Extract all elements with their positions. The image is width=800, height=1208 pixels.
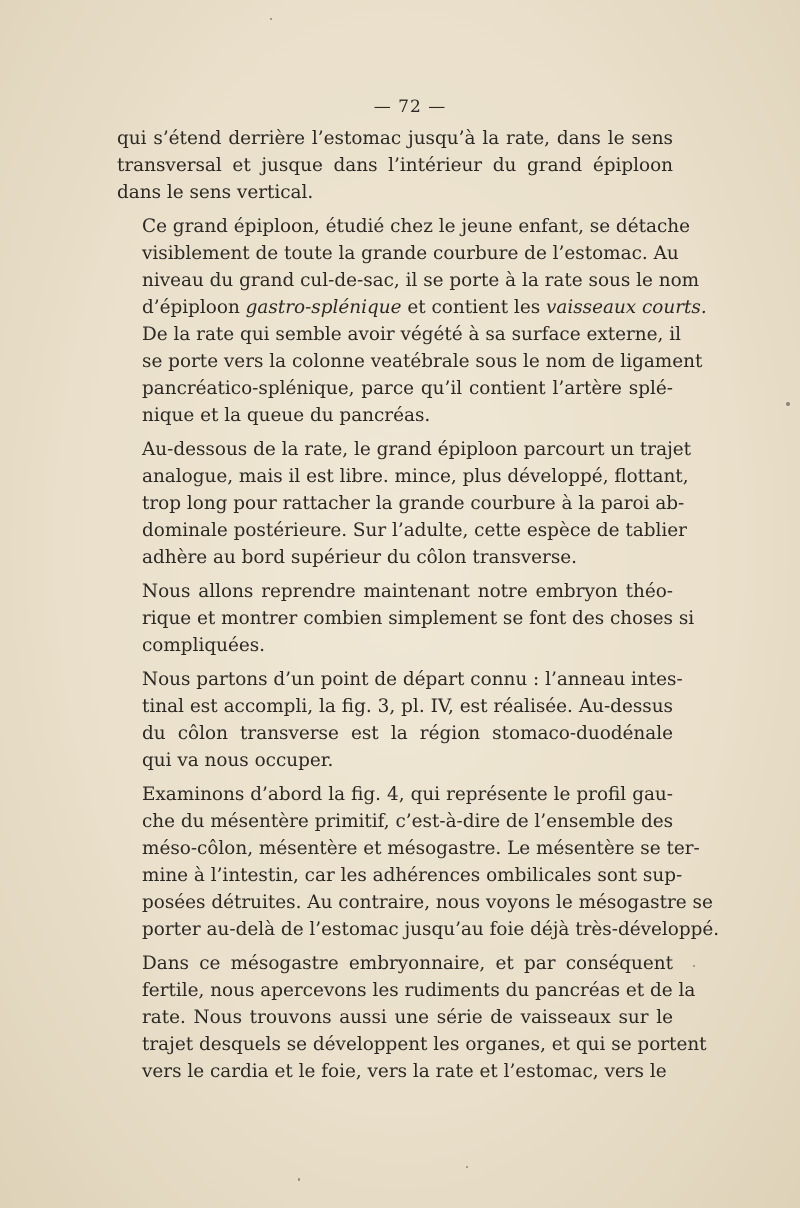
text-line: posées détruites. Au contraire, nous voyons le mésogastre se <box>142 892 713 913</box>
text-line: qui s’étend derrière l’estomac jusqu’à la rate, dans le sens <box>117 128 673 149</box>
paragraph <box>117 436 692 571</box>
text-line: pancréatico-splénique, parce qu’il contient l’artère splé- <box>142 378 673 399</box>
paper-speck <box>298 1178 300 1181</box>
paragraph <box>117 125 673 206</box>
text-line: rique et montrer combien simplement se font des choses si <box>142 608 695 629</box>
text-line: visiblement de toute la grande courbure de l’estomac. Au <box>142 243 679 264</box>
text-line: mine à l’intestin, car les adhérences ombilicales sont sup- <box>142 865 683 886</box>
text-line: adhère au bord supérieur du côlon transverse. <box>142 547 578 568</box>
page-number: — 72 — <box>373 97 447 117</box>
text-line: dominale postérieure. Sur l’adulte, cette espèce de tablier <box>142 520 687 541</box>
paragraph <box>117 781 720 943</box>
text-line: rate. Nous trouvons aussi une série de vaisseaux sur le <box>142 1007 673 1028</box>
text-line: Examinons d’abord la fig. 4, qui représente le profil gau- <box>142 784 673 805</box>
text-line: fertile, nous apercevons les rudiments du pancréas et de la <box>142 980 696 1001</box>
text-line: Nous partons d’un point de départ connu : l’anneau intes- <box>142 669 683 690</box>
text-line: d’épiploon gastro-splénique et contient les vaisseaux courts. <box>142 297 707 318</box>
text-line: Au-dessous de la rate, le grand épiploon parcourt un trajet <box>142 439 692 460</box>
text-line: qui va nous occuper. <box>142 750 334 771</box>
text-line: vers le cardia et le foie, vers la rate et l’estomac, vers le <box>142 1061 667 1082</box>
paragraph <box>117 666 683 774</box>
text-line: dans le sens vertical. <box>117 182 314 203</box>
text-line: trajet desquels se développent les organes, et qui se portent <box>142 1034 707 1055</box>
paragraph <box>117 950 707 1085</box>
text-line: tinal est accompli, la fig. 3, pl. IV, est réalisée. Au-dessus <box>142 696 673 717</box>
paper-speck <box>693 965 695 967</box>
text-line: transversal et jusque dans l’intérieur du grand épiploon <box>117 155 673 176</box>
italic-term: gastro-splénique <box>245 297 402 318</box>
text-line: nique et la queue du pancréas. <box>142 405 431 426</box>
text-line: porter au-delà de l’estomac jusqu’au foie déjà très-développé. <box>142 919 720 940</box>
italic-term: vaisseaux courts. <box>545 297 707 318</box>
text-line: Dans ce mésogastre embryonnaire, et par conséquent <box>142 953 673 974</box>
text-line: se porte vers la colonne veatébrale sous le nom de ligament <box>142 351 703 372</box>
body-text <box>117 125 720 1092</box>
paper-speck <box>270 18 272 20</box>
text-line: niveau du grand cul-de-sac, il se porte à la rate sous le nom <box>142 270 700 291</box>
text-line: compliquées. <box>142 635 266 656</box>
paragraph <box>117 213 707 429</box>
text-line: trop long pour rattacher la grande courbure à la paroi ab- <box>142 493 685 514</box>
text-line: De la rate qui semble avoir végété à sa surface externe, il <box>142 324 681 345</box>
text-line: analogue, mais il est libre. mince, plus développé, flottant, <box>142 466 689 487</box>
paper-speck <box>466 1166 468 1168</box>
text-line: méso-côlon, mésentère et mésogastre. Le mésentère se ter- <box>142 838 700 859</box>
text-line: Nous allons reprendre maintenant notre embryon théo- <box>142 581 673 602</box>
text-line: che du mésentère primitif, c’est-à-dire de l’ensemble des <box>142 811 674 832</box>
paragraph <box>117 578 695 659</box>
paper-speck <box>786 402 790 406</box>
text-line: Ce grand épiploon, étudié chez le jeune enfant, se détache <box>142 216 690 237</box>
text-line: du côlon transverse est la région stomaco-duodénale <box>142 723 673 744</box>
